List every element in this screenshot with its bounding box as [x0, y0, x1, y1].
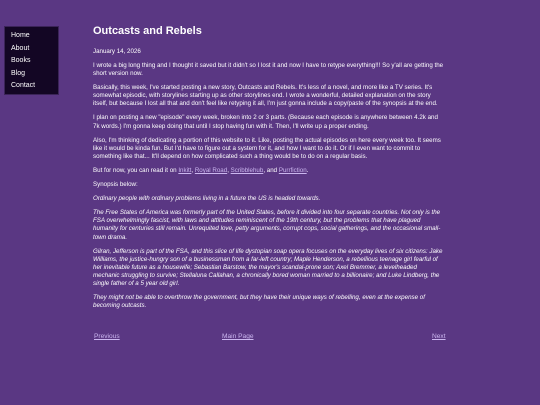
link-inkitt[interactable]: Inkitt	[178, 166, 192, 174]
previous-link[interactable]: Previous	[94, 333, 120, 340]
sidebar-nav	[4, 26, 59, 95]
post-paragraph: I wrote a big long thing and I thought it saved but it didn't so I lost it and now I have to retype everything!!! So y'all are getting the short version now.	[93, 62, 444, 78]
synopsis-paragraph: Gilran, Jefferson is part of the FSA, and this slice of life dystopian soap opera focuses on the everyday lives of six citizens: Jake Williams, the justice-hungry son of a businessman from a far-left country; Maple Henderson, a rebellious teenage girl fearful of her inevitable future as a housewife; Sebastian Barstow, the mayor's scandal-prone son; Axel Bremmer, a levelheaded mechanic struggling to survive; Stellaluna Callahan, a chronically bored woman married to a billionaire; and Luke Lindberg, the single father of a 5 year old girl.	[93, 247, 443, 287]
sidebar-item-home[interactable]: Home	[11, 32, 30, 39]
blog-post	[93, 24, 445, 310]
read-links-paragraph	[93, 167, 445, 175]
main-page-link[interactable]: Main Page	[222, 333, 254, 340]
synopsis-label: Synopsis below:	[93, 181, 138, 189]
synopsis-paragraph: The Free States of America was formerly part of the United States, before it divided into four separate countries. Not only is the FSA overwhelmingly fascist, with laws and attitudes reminiscent of the 19th century, but the problems that have plagued humanity for centuries still remain. Unrequited love, petty arguments, corrupt cops, social gatherings, and the occasional small-town drama.	[93, 209, 441, 241]
link-separator: ,	[227, 166, 231, 174]
next-link[interactable]: Next	[432, 333, 446, 340]
link-purrfiction[interactable]: Purrfiction	[278, 166, 307, 174]
synopsis-paragraph: Ordinary people with ordinary problems living in a future the US is headed towards.	[93, 195, 321, 203]
read-prefix: But for now, you can read it on	[93, 166, 179, 174]
sidebar-item-books[interactable]: Books	[11, 57, 31, 65]
sidebar-item-about[interactable]: About	[11, 44, 30, 52]
post-date: January 14, 2026	[93, 48, 141, 55]
synopsis-paragraph: They might not be able to overthrow the government, but they have their unique ways of rebelling, even at the expense of becoming outcasts.	[93, 294, 425, 310]
sidebar-item-contact[interactable]: Contact	[11, 82, 36, 90]
link-separator: , and	[263, 166, 279, 174]
read-suffix: .	[306, 166, 309, 174]
post-paragraph: Basically, this week, I've started posting a new story, Outcasts and Rebels. It's less of a novel, and more like a TV series. It's somewhat episodic, with storylines starting up as other storylines end. I wrote a wonderful, detailed explanation on the story itself, but because I lost all that and don't feel like retyping it all, I'm just gonna include a copy/paste of the synopsis at the end.	[93, 84, 438, 108]
link-royal-road[interactable]: Royal Road	[194, 166, 228, 174]
post-paragraph: Also, I'm thinking of dedicating a portion of this website to it. Like, posting the actual episodes on here every week too. It seems like it would be kinda fun. But I'd have to figure out a system for it, and how I want to do it. Or if I even want to commit to something like that... It'll depend on how complicated such a thing would be to do on a regular basis.	[93, 136, 441, 160]
sidebar-item-blog[interactable]: Blog	[11, 69, 26, 77]
post-paragraph: I plan on posting a new "episode" every week, broken into 2 or 3 parts. (Because each episode is anywhere between 4.2k and 7k words.) I'm gonna keep doing that until I stop having fun with it. Then, I'll write up a proper ending.	[93, 114, 438, 130]
link-separator: ,	[191, 166, 195, 174]
link-scribblehub[interactable]: Scribblehub	[230, 166, 264, 174]
post-title: Outcasts and Rebels	[93, 25, 202, 37]
